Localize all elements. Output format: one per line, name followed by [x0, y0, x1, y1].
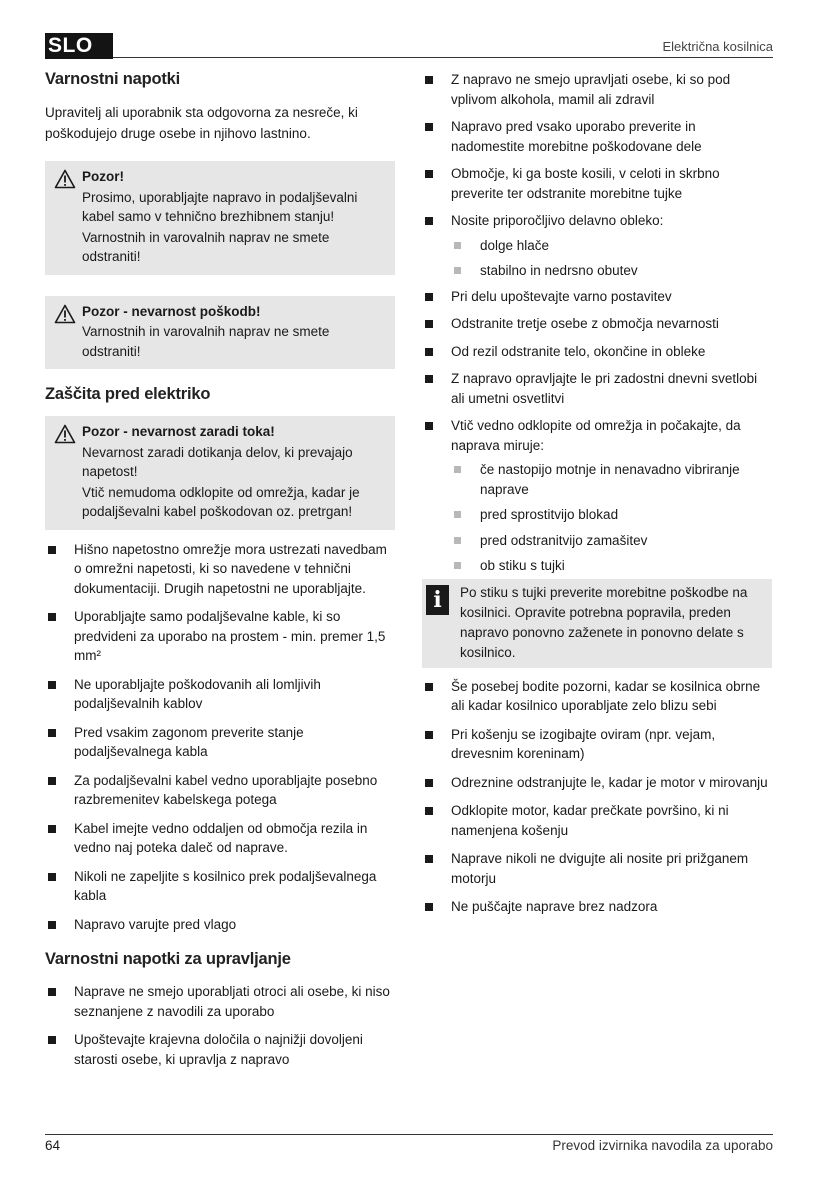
- list-item: Naprave ne smejo uporabljati otroci ali osebe, ki niso seznanjene z navodili za uporabo: [45, 982, 395, 1021]
- section-heading-safety: Varnostni napotki: [45, 70, 181, 88]
- bullet-square-icon: [425, 683, 433, 691]
- list-item: Za podaljševalni kabel vedno uporabljajte posebno razbremenitev kabelskega potega: [45, 771, 395, 810]
- bullet-square-icon: [425, 779, 433, 787]
- warning-text: Varnostnih in varovalnih naprav ne smete odstraniti!: [82, 324, 330, 359]
- info-icon: i: [426, 585, 449, 615]
- list-item: Nikoli ne zapeljite s kosilnico prek podaljševalnega kabla: [45, 867, 395, 906]
- page-number: 64: [45, 1138, 61, 1153]
- sub-list-item: stabilno in nedrsno obutev: [451, 261, 772, 281]
- bullet-square-icon: [425, 348, 433, 356]
- intro-paragraph: Upravitelj ali uporabnik sta odgovorna za nesreče, ki poškodujejo druge osebe in njihovo lastnino.: [45, 105, 358, 141]
- header-title: Električna kosilnica: [662, 39, 773, 54]
- warning-triangle-icon: [54, 304, 76, 324]
- footer-rule: [45, 1134, 773, 1135]
- warning-box-caution: [45, 161, 395, 275]
- sub-list-item: dolge hlače: [451, 236, 772, 256]
- bullet-square-icon: [425, 903, 433, 911]
- list-item: Z napravo ne smejo upravljati osebe, ki so pod vplivom alkohola, mamil ali zdravil: [422, 70, 772, 109]
- warning-title: Pozor - nevarnost poškodb!: [82, 303, 261, 319]
- list-item: Pri delu upoštevajte varno postavitev: [422, 287, 772, 307]
- bullet-square-icon: [425, 123, 433, 131]
- warning-title: Pozor!: [82, 169, 124, 184]
- bullet-square-icon: [425, 293, 433, 301]
- list-item: Od rezil odstranite telo, okončine in obleke: [422, 342, 772, 362]
- left-column: [45, 70, 395, 1069]
- section-heading-operation: Varnostni napotki za upravljanje: [45, 950, 291, 968]
- sub-bullet-square-icon: [454, 267, 461, 274]
- sub-list-item: če nastopijo motnje in nenavadno vibriranje naprave: [451, 460, 772, 499]
- sub-bullet-square-icon: [454, 511, 461, 518]
- electric-bullet-list: [45, 540, 395, 935]
- section-heading-electric: Zaščita pred elektriko: [45, 385, 211, 403]
- sub-bullet-square-icon: [454, 562, 461, 569]
- list-item: Naprave nikoli ne dvigujte ali nosite pri prižganem motorju: [422, 849, 772, 888]
- bullet-square-icon: [48, 777, 56, 785]
- list-item: Odstranite tretje osebe z območja nevarnosti: [422, 314, 772, 334]
- list-item: Napravo pred vsako uporabo preverite in nadomestite morebitne poškodovane dele: [422, 117, 772, 156]
- list-item: Pred vsakim zagonom preverite stanje podaljševalnega kabla: [45, 723, 395, 762]
- operation-bullet-list-continued: [422, 70, 772, 576]
- bullet-square-icon: [425, 855, 433, 863]
- page-header: [45, 33, 773, 59]
- warning-box-electric: [45, 416, 395, 530]
- warning-text: Vtič nemudoma odklopite od omrežja, kadar je podaljševalni kabel poškodovan oz. pretrgan!: [82, 484, 360, 519]
- list-item: Napravo varujte pred vlago: [45, 915, 395, 935]
- list-item: Uporabljajte samo podaljševalne kable, ki so predvideni za uporabo na prostem - min. premer 1,5 mm²: [45, 607, 395, 666]
- list-item: Odreznine odstranjujte le, kadar je motor v mirovanju: [422, 773, 772, 793]
- page-footer: [45, 1134, 773, 1153]
- bullet-square-icon: [48, 729, 56, 737]
- bullet-square-icon: [48, 1036, 56, 1044]
- clothing-sub-list: [451, 236, 772, 281]
- list-item: Še posebej bodite pozorni, kadar se kosilnica obrne ali kadar kosilnico uporabljate zelo blizu sebi: [422, 677, 772, 716]
- list-item: Območje, ki ga boste kosili, v celoti in skrbno preverite ter odstranite morebitne tujke: [422, 164, 772, 203]
- bullet-square-icon: [425, 217, 433, 225]
- bullet-square-icon: [48, 613, 56, 621]
- list-item: Hišno napetostno omrežje mora ustrezati navedbam o omrežni napetosti, ki so navedene v tehnični dokumentaciji. Drugih napetostni ne uporabljajte.: [45, 540, 395, 599]
- right-column: [422, 70, 772, 917]
- bullet-square-icon: [425, 422, 433, 430]
- bullet-square-icon: [425, 320, 433, 328]
- info-box: [422, 579, 772, 668]
- bullet-square-icon: [425, 170, 433, 178]
- list-item: Nosite priporočljivo delavno obleko: dolge hlače stabilno in nedrsno obutev: [422, 211, 772, 281]
- operation-bullet-list: [45, 982, 395, 1069]
- warning-triangle-icon: [54, 169, 76, 189]
- sub-list-item: pred odstranitvijo zamašitev: [451, 531, 772, 551]
- bullet-square-icon: [425, 375, 433, 383]
- bullet-square-icon: [425, 731, 433, 739]
- bullet-square-icon: [425, 807, 433, 815]
- bullet-square-icon: [48, 546, 56, 554]
- unplug-sub-list: [451, 460, 772, 576]
- list-item: Ne puščajte naprave brez nadzora: [422, 897, 772, 917]
- sub-bullet-square-icon: [454, 242, 461, 249]
- list-item: Pri košenju se izogibajte oviram (npr. vejam, drevesnim koreninam): [422, 725, 772, 764]
- bullet-square-icon: [48, 921, 56, 929]
- warning-text: Nevarnost zaradi dotikanja delov, ki prevajajo napetost!: [82, 444, 353, 479]
- sub-list-item: ob stiku s tujki: [451, 556, 772, 576]
- sub-bullet-square-icon: [454, 466, 461, 473]
- sub-bullet-square-icon: [454, 537, 461, 544]
- bullet-square-icon: [48, 825, 56, 833]
- list-item: Kabel imejte vedno oddaljen od območja rezila in vedno naj poteka daleč od naprave.: [45, 819, 395, 858]
- language-tag: SLO: [45, 33, 113, 59]
- footer-text: Prevod izvirnika navodila za uporabo: [552, 1138, 773, 1153]
- bullet-square-icon: [425, 76, 433, 84]
- list-item: Upoštevajte krajevna določila o najnižji dovoljeni starosti osebe, ki upravlja z napravo: [45, 1030, 395, 1069]
- bullet-square-icon: [48, 681, 56, 689]
- header-rule: [113, 57, 773, 58]
- list-item: Z napravo opravljajte le pri zadostni dnevni svetlobi ali umetni osvetlitvi: [422, 369, 772, 408]
- warning-text: Varnostnih in varovalnih naprav ne smete odstraniti!: [82, 229, 330, 264]
- warning-text: Prosimo, uporabljajte napravo in podaljševalni kabel samo v tehnično brezhibnem stanju!: [82, 189, 358, 224]
- warning-triangle-icon: [54, 424, 76, 444]
- list-item: Ne uporabljajte poškodovanih ali lomljivih podaljševalnih kablov: [45, 675, 395, 714]
- list-item: Odklopite motor, kadar prečkate površino, ki ni namenjena košenju: [422, 801, 772, 840]
- warning-title: Pozor - nevarnost zaradi toka!: [82, 424, 275, 439]
- list-item: Vtič vedno odklopite od omrežja in počakajte, da naprava miruje: če nastopijo motnje in nenavadno vibriranje naprave pred sprostitvijo blokad pred odstranitvijo zamašitev ob stiku s tujki: [422, 416, 772, 576]
- sub-list-item: pred sprostitvijo blokad: [451, 505, 772, 525]
- info-text: Po stiku s tujki preverite morebitne poškodbe na kosilnici. Opravite potrebna popravila, preden napravo ponovno zaženete in ponovno delate s kosilnico.: [460, 584, 748, 660]
- bullet-square-icon: [48, 988, 56, 996]
- warning-box-injury: [45, 296, 395, 370]
- mowing-bullet-list: [422, 677, 772, 917]
- bullet-square-icon: [48, 873, 56, 881]
